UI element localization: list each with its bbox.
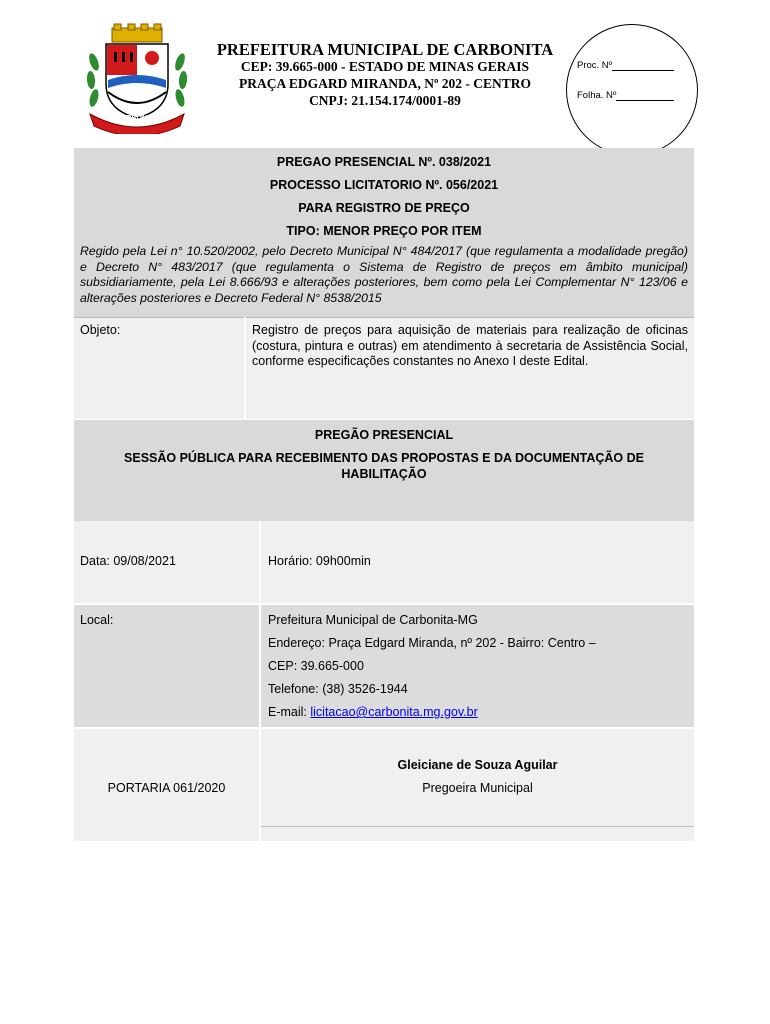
address-line-2: PRAÇA EDGARD MIRANDA, Nº 202 - CENTRO: [238, 76, 532, 91]
location-email-line: [268, 705, 478, 719]
signatory-name: Gleiciane de Souza Aguilar: [397, 758, 558, 772]
pregao-number: PREGAO PRESENCIAL Nº. 038/2021: [276, 155, 492, 169]
proc-number-field: [577, 60, 674, 71]
email-link[interactable]: licitacao@carbonita.mg.gov.br: [310, 705, 478, 719]
folha-number-field: [577, 90, 674, 101]
legal-basis-text: Regido pela Lei n° 10.520/2002, pelo Decreto Municipal N° 484/2017 (que regulamenta a modalidade pregão) e Decreto N° 483/2017 (que regulamenta o Sistema de Registro de preços em âmbito municipal) subsidiariamente, pela Lei 8.666/93 e alterações posteriores, bem como pela Lei Complementar N° 123/06 e alterações posteriores e Decreto Federal N° 8538/2015: [80, 244, 688, 305]
municipality-name: PREFEITURA MUNICIPAL DE CARBONITA: [216, 40, 554, 59]
location-label: Local:: [80, 613, 114, 627]
object-label: Objeto:: [80, 323, 121, 337]
session-time: Horário: 09h00min: [268, 554, 371, 568]
location-phone: Telefone: (38) 3526-1944: [268, 682, 408, 696]
crest-ribbon-text: CARBONITA: [116, 115, 158, 122]
address-line-1: CEP: 39.665-000 - ESTADO DE MINAS GERAIS: [240, 59, 530, 74]
location-address: Endereço: Praça Edgard Miranda, nº 202 - Bairro: Centro –: [268, 636, 596, 650]
session-subtitle-2: HABILITAÇÃO: [341, 467, 427, 481]
portaria: PORTARIA 061/2020: [107, 781, 226, 795]
municipal-crest: [84, 22, 190, 134]
proc-label: Proc. Nº: [577, 60, 613, 71]
processo-number: PROCESSO LICITATORIO Nº. 056/2021: [269, 178, 499, 192]
registro-preco: PARA REGISTRO DE PREÇO: [298, 201, 470, 215]
signatory-role: Pregoeira Municipal: [422, 781, 533, 795]
email-label: E-mail:: [268, 705, 311, 719]
session-date: Data: 09/08/2021: [80, 554, 176, 568]
location-name: Prefeitura Municipal de Carbonita-MG: [268, 613, 478, 627]
tipo-menor-preco: TIPO: MENOR PREÇO POR ITEM: [286, 224, 482, 238]
location-cep: CEP: 39.665-000: [268, 659, 364, 673]
session-title: PREGÃO PRESENCIAL: [314, 428, 454, 442]
session-subtitle-1: SESSÃO PÚBLICA PARA RECEBIMENTO DAS PROPOSTAS E DA DOCUMENTAÇÃO DE: [124, 451, 644, 465]
folha-label: Folha. Nº: [577, 90, 617, 101]
cnpj-line: CNPJ: 21.154.174/0001-89: [309, 93, 461, 108]
object-description: Registro de preços para aquisição de materiais para realização de oficinas (costura, pintura e outras) em atendimento à secretaria de Assistência Social, conforme especificações constantes no Anexo I deste Edital.: [252, 323, 688, 368]
